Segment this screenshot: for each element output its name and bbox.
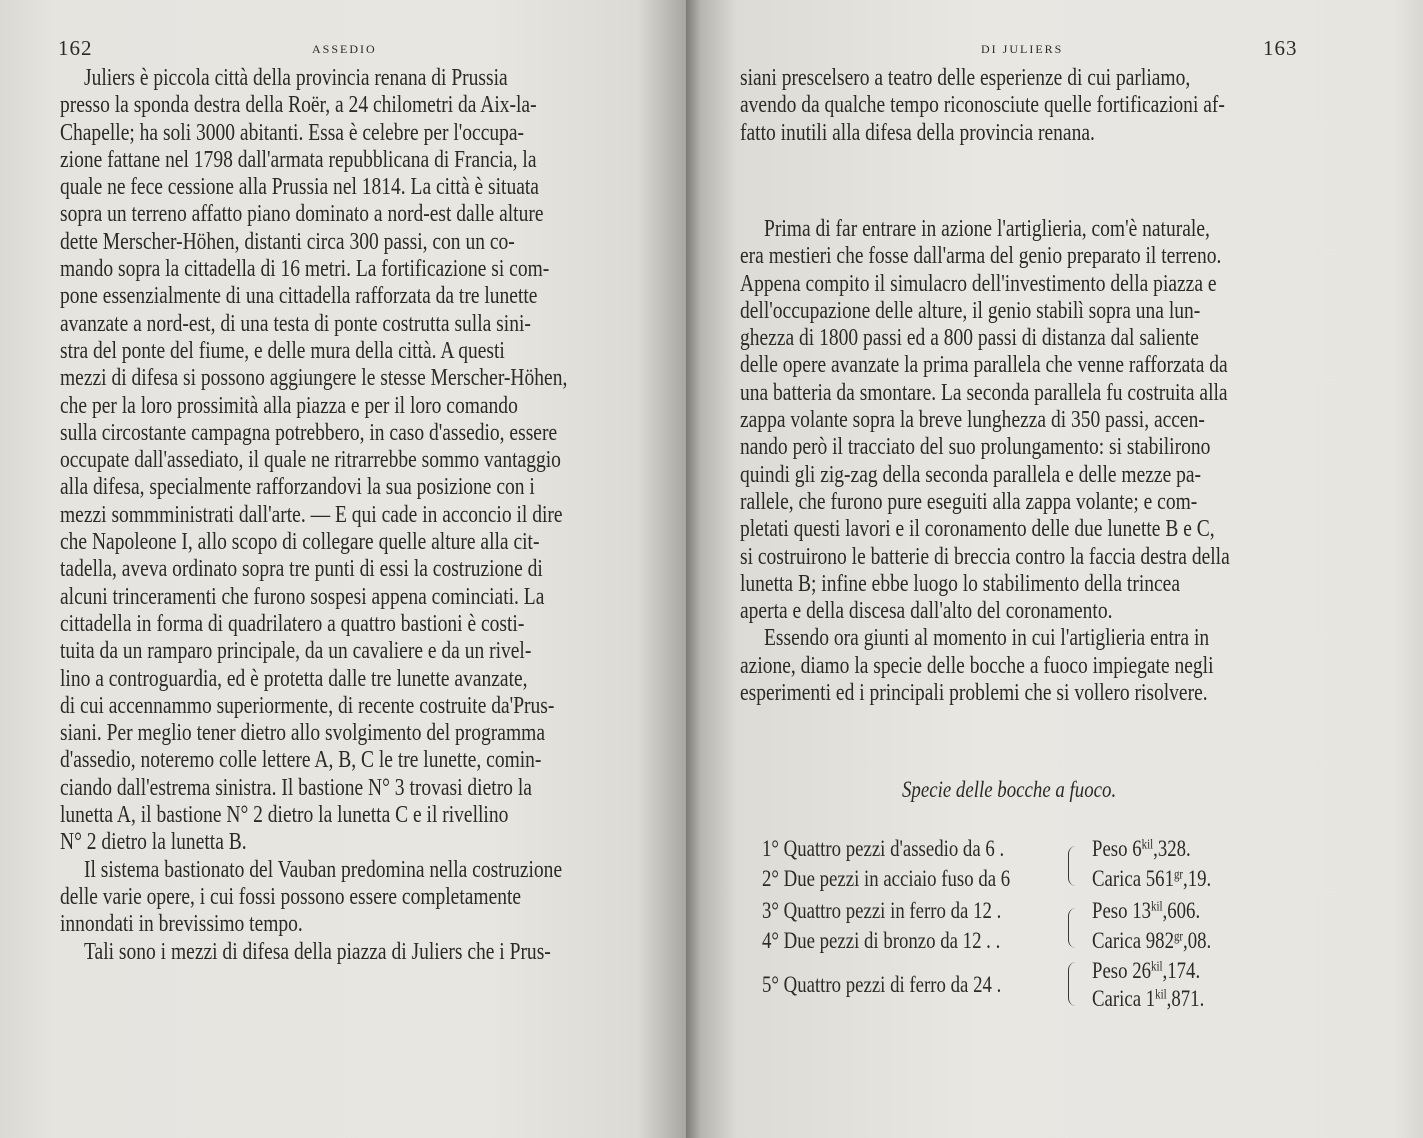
- value-unit: kil: [1151, 898, 1163, 914]
- value-unit: gr: [1173, 928, 1184, 944]
- value-dec: ,19.: [1183, 866, 1212, 892]
- value-num: 6: [1132, 836, 1142, 862]
- text-line: quale ne fece cessione alla Prussia nel 1814. La città è situata: [60, 173, 539, 201]
- text-line: azione, diamo la specie delle bocche a fuoco impiegate negli: [740, 651, 1214, 679]
- text-line: Il sistema bastionato del Vauban predomina nella costruzione: [84, 855, 563, 883]
- value-name: Peso: [1092, 836, 1128, 862]
- value-unit: gr: [1173, 866, 1184, 882]
- value-dec: ,871.: [1166, 986, 1205, 1012]
- text-line: occupate dall'assediato, il quale ne ritrarrebbe sommo vantaggio: [60, 446, 561, 474]
- gun-row-3: 3° Quattro pezzi in ferro da 12 .: [762, 898, 1002, 924]
- text-line: era mestieri che fosse dall'arma del genio preparato il terreno.: [740, 242, 1222, 270]
- text-line: mezzi di difesa si possono aggiungere le stesse Merscher-Höhen,: [60, 364, 568, 392]
- text-line: avendo da qualche tempo riconosciute quelle fortificazioni af-: [740, 91, 1225, 119]
- text-line: di cui accennammo superiormente, di recente costruite da'Prus-: [60, 691, 555, 719]
- text-line: lino a controguardia, ed è protetta dalle tre lunette avanzate,: [60, 664, 528, 692]
- text-line: presso la sponda destra della Roër, a 24 chilometri da Aix-la-: [60, 91, 537, 119]
- text-line: delle opere avanzate la prima parallela che venne rafforzata da: [740, 351, 1228, 379]
- gun-row-2: 2° Due pezzi in acciaio fuso da 6: [762, 866, 1011, 892]
- text-line: mando sopra la cittadella di 16 metri. La fortificazione si com-: [60, 255, 550, 283]
- value-dec: ,08.: [1183, 928, 1212, 954]
- text-line: nando però il tracciato del suo prolungamento: si stabilirono: [740, 433, 1211, 461]
- text-line: tadella, aveva ordinato sopra tre punti di essi la costruzione di: [60, 555, 543, 583]
- brace-3: [1068, 962, 1077, 1006]
- text-line: dette Merscher-Höhen, distanti circa 300 passi, con un co-: [60, 227, 515, 255]
- value-unit: kil: [1141, 836, 1154, 852]
- text-line: zione fattane nel 1798 dall'armata repubblicana di Francia, la: [60, 145, 537, 173]
- gun-row-5: 5° Quattro pezzi di ferro da 24 .: [762, 972, 1002, 998]
- value-name: Carica: [1092, 866, 1142, 892]
- text-line: cittadella in forma di quadrilatero a quattro bastioni è costi-: [60, 609, 525, 637]
- text-line: quindi gli zig-zag della seconda parallela e delle mezze pa-: [740, 460, 1202, 488]
- text-line: pletati questi lavori e il coronamento delle due lunette B e C,: [740, 515, 1215, 543]
- value-name: Peso: [1092, 958, 1128, 984]
- text-line: siani prescelsero a teatro delle esperienze di cui parliamo,: [740, 64, 1191, 91]
- gun-row-4: 4° Due pezzi di bronzo da 12 . .: [762, 928, 1001, 954]
- text-line: Juliers è piccola città della provincia renana di Prussia: [84, 64, 508, 91]
- gun-row-1: 1° Quattro pezzi d'assedio da 6 .: [762, 836, 1005, 862]
- text-line: delle varie opere, i cui fossi possono essere completamente: [60, 882, 522, 910]
- text-line: pone essenzialmente di una cittadella rafforzata da tre lunette: [60, 282, 538, 310]
- value-num: 26: [1132, 958, 1152, 984]
- text-line: dell'occupazione delle alture, il genio stabilì sopra una lun-: [740, 296, 1201, 324]
- value-num: 982: [1145, 928, 1174, 954]
- text-line: alla difesa, specialmente rafforzandovi la sua posizione con i: [60, 473, 535, 501]
- right-text-block-top: [740, 64, 1346, 146]
- value-unit: kil: [1151, 958, 1163, 974]
- text-line: stra del ponte del fiume, e delle mura della città. A questi: [60, 336, 505, 364]
- gun-value-6: [1092, 986, 1204, 1013]
- text-line: lunetta A, il bastione N° 2 dietro la lunetta C e il rivellino: [60, 801, 509, 829]
- text-line: lunetta B; infine ebbe luogo lo stabilimento della trincea: [740, 569, 1180, 597]
- gun-value-5: [1092, 958, 1200, 985]
- text-line: ciando dall'estrema sinistra. Il bastione N° 3 trovasi dietro la: [60, 773, 532, 801]
- value-num: 13: [1132, 898, 1152, 924]
- gun-value-1: [1092, 836, 1191, 863]
- text-line: esperimenti ed i principali problemi che si vollero risolvere.: [740, 679, 1208, 707]
- text-line: avanzate a nord-est, di una testa di ponte costrutta sulla sini-: [60, 309, 531, 337]
- value-name: Peso: [1092, 898, 1128, 924]
- text-line: si costruirono le batterie di breccia contro la faccia destra della: [740, 542, 1230, 570]
- text-line: che Napoleone I, allo scopo di collegare quelle alture alla cit-: [60, 528, 540, 556]
- text-line: Chapelle; ha soli 3000 abitanti. Essa è celebre per l'occupa-: [60, 118, 525, 146]
- left-running-head: ASSEDIO: [312, 42, 377, 56]
- text-line: sopra un terreno affatto piano dominato a nord-est dalle alture: [60, 200, 544, 228]
- text-line: fatto inutili alla difesa della provincia renana.: [740, 118, 1095, 146]
- right-running-head: DI JULIERS: [981, 42, 1064, 56]
- text-line: rallele, che furono pure eseguiti alla zappa volante; e com-: [740, 487, 1198, 515]
- gun-value-3: [1092, 898, 1200, 925]
- left-page: [0, 0, 686, 1138]
- left-text-block: [60, 64, 686, 965]
- text-line: Appena compito il simulacro dell'investimento della piazza e: [740, 269, 1217, 297]
- brace-2: [1068, 908, 1077, 948]
- value-name: Carica: [1092, 928, 1142, 954]
- value-unit: kil: [1155, 986, 1167, 1002]
- text-line: sulla circostante campagna potrebbero, in caso d'assedio, essere: [60, 418, 558, 446]
- brace-1: [1068, 846, 1077, 886]
- text-line: mezzi sommministrati dall'arte. — E qui cade in acconcio il dire: [60, 500, 563, 528]
- value-dec: ,606.: [1162, 898, 1201, 924]
- text-line: tuita da un ramparo principale, da un cavaliere e da un rivel-: [60, 637, 532, 665]
- text-line: N° 2 dietro la lunetta B.: [60, 828, 247, 856]
- value-name: Carica: [1092, 986, 1142, 1012]
- value-num: 1: [1145, 986, 1156, 1012]
- text-line: una batteria da smontare. La seconda parallela fu costruita alla: [740, 378, 1228, 406]
- right-page: [686, 0, 1423, 1138]
- right-text-block-main: [740, 215, 1352, 706]
- value-num: 561: [1145, 866, 1174, 892]
- text-line: Tali sono i mezzi di difesa della piazza di Juliers che i Prus-: [84, 937, 551, 965]
- right-page-number: 163: [1263, 36, 1298, 60]
- text-line: Prima di far entrare in azione l'artiglieria, com'è naturale,: [764, 215, 1210, 242]
- gun-value-2: [1092, 866, 1211, 893]
- text-line: aperta e della discesa dall'alto del coronamento.: [740, 597, 1113, 625]
- gun-value-4: [1092, 928, 1211, 955]
- table-caption: Specie delle bocche a fuoco.: [902, 777, 1117, 802]
- text-line: zappa volante sopra la breve lunghezza di 350 passi, accen-: [740, 406, 1205, 434]
- text-line: innondati in brevissimo tempo.: [60, 910, 303, 938]
- value-dec: ,328.: [1153, 836, 1191, 862]
- text-line: siani. Per meglio tener dietro allo svolgimento del programma: [60, 719, 545, 747]
- left-page-number: 162: [58, 36, 93, 60]
- text-line: alcuni trinceramenti che furono sospesi appena cominciati. La: [60, 582, 545, 610]
- value-dec: ,174.: [1162, 958, 1201, 984]
- text-line: che per la loro prossimità alla piazza e per il loro comando: [60, 391, 518, 419]
- text-line: ghezza di 1800 passi ed a 800 passi di distanza dal saliente: [740, 324, 1199, 352]
- text-line: Essendo ora giunti al momento in cui l'artiglieria entra in: [764, 624, 1210, 652]
- text-line: d'assedio, noteremo colle lettere A, B, C le tre lunette, comin-: [60, 746, 542, 774]
